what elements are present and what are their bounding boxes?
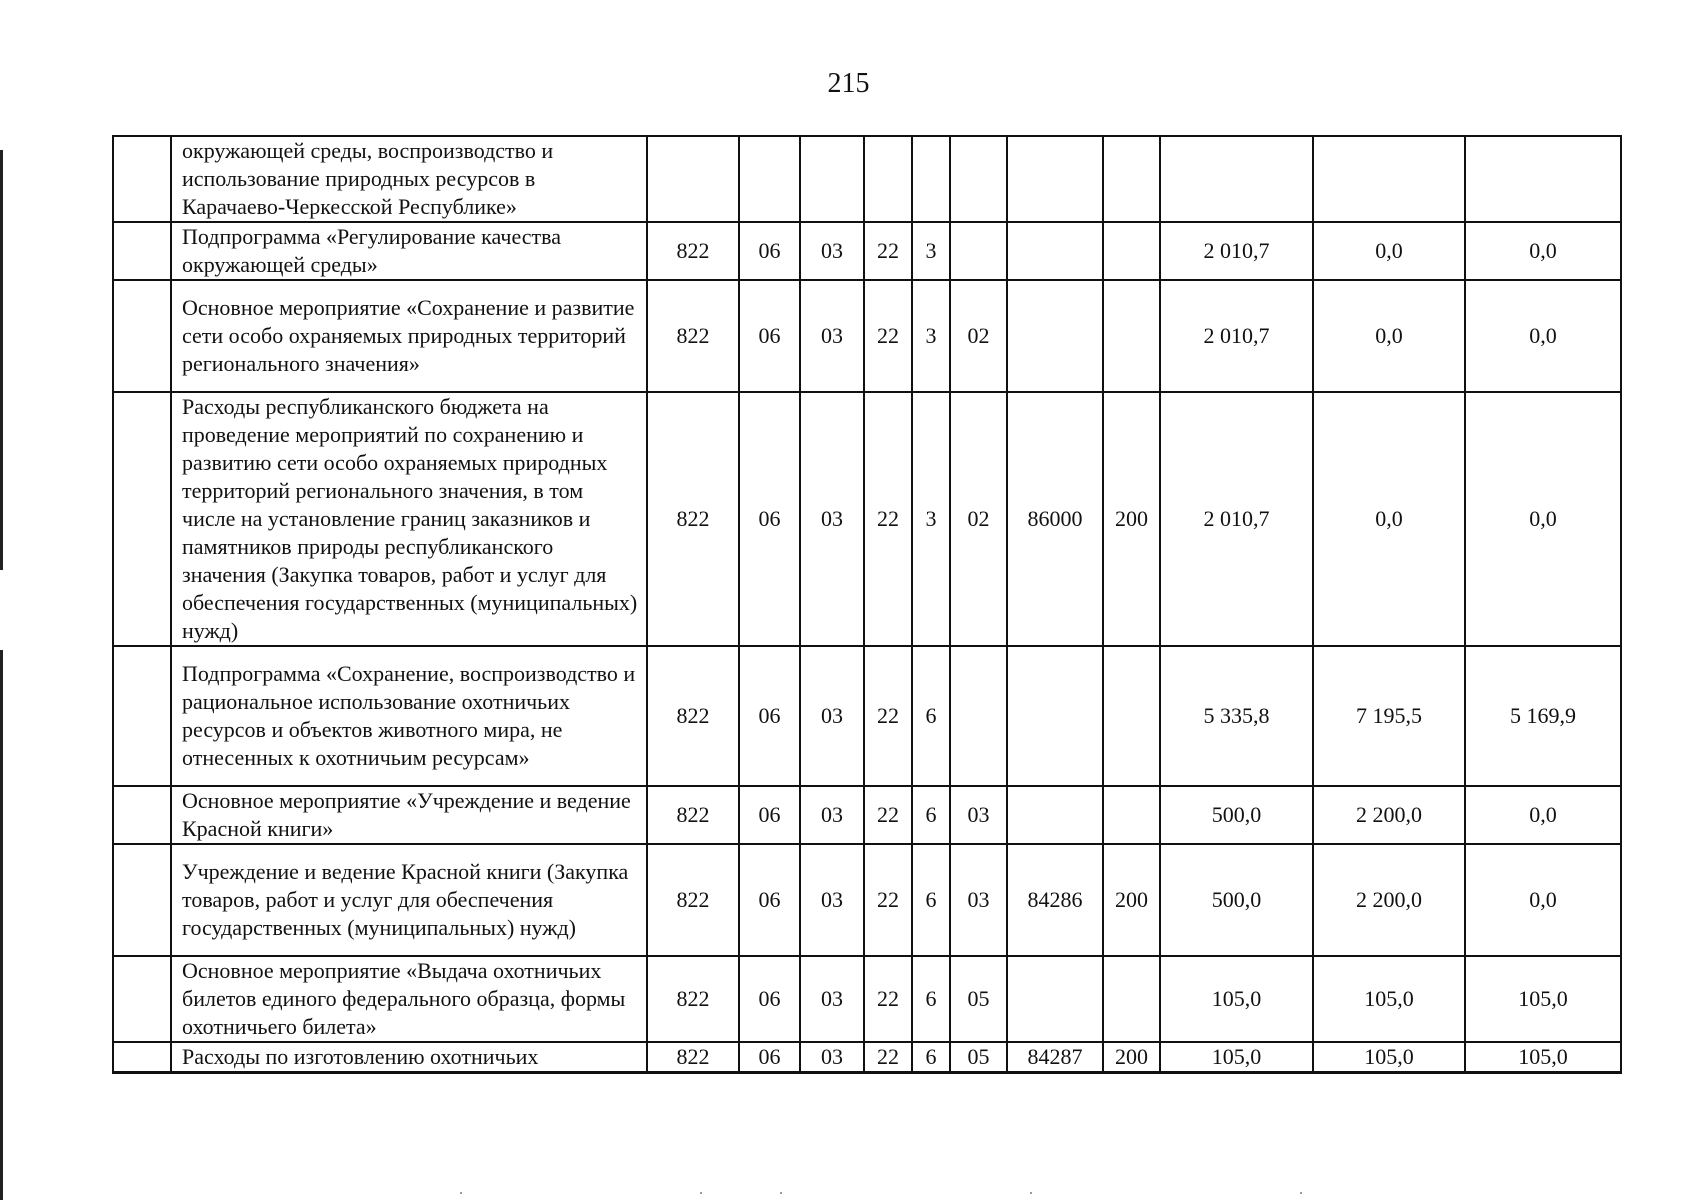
table-body — [113, 136, 1621, 1073]
cell-p3: 05 — [950, 1042, 1007, 1073]
cell-p4 — [1007, 786, 1103, 844]
table-row — [113, 646, 1621, 786]
cell-pr: 03 — [800, 646, 864, 786]
cell-vr: 200 — [1103, 1042, 1160, 1073]
cell-p3: 03 — [950, 844, 1007, 956]
cell-blank — [113, 646, 171, 786]
cell-p4: 84286 — [1007, 844, 1103, 956]
cell-vr — [1103, 646, 1160, 786]
budget-table — [112, 135, 1622, 1074]
cell-y1: 2 010,7 — [1160, 280, 1313, 392]
page-number: 215 — [827, 68, 870, 99]
cell-y1: 500,0 — [1160, 786, 1313, 844]
cell-ved: 822 — [647, 956, 739, 1042]
table-row — [113, 136, 1621, 222]
table-row — [113, 280, 1621, 392]
cell-y2: 2 200,0 — [1313, 844, 1465, 956]
cell-ved — [647, 136, 739, 222]
cell-rz: 06 — [739, 392, 800, 646]
cell-y3: 105,0 — [1465, 1042, 1621, 1073]
cell-p1: 22 — [864, 646, 912, 786]
cell-pr — [800, 136, 864, 222]
table-row — [113, 392, 1621, 646]
cell-blank — [113, 222, 171, 280]
cell-name: Подпрограмма «Регулирование качества окружающей среды» — [171, 222, 647, 280]
cell-blank — [113, 1042, 171, 1073]
cell-p3: 02 — [950, 280, 1007, 392]
cell-rz: 06 — [739, 956, 800, 1042]
cell-vr: 200 — [1103, 392, 1160, 646]
cell-p3: 02 — [950, 392, 1007, 646]
cell-p4 — [1007, 956, 1103, 1042]
cell-p2 — [912, 136, 950, 222]
cell-y2: 105,0 — [1313, 1042, 1465, 1073]
cell-ved: 822 — [647, 646, 739, 786]
cell-ved: 822 — [647, 280, 739, 392]
cell-rz: 06 — [739, 646, 800, 786]
cell-blank — [113, 786, 171, 844]
cell-vr — [1103, 786, 1160, 844]
cell-p2: 6 — [912, 786, 950, 844]
cell-vr — [1103, 136, 1160, 222]
cell-p1 — [864, 136, 912, 222]
cell-rz: 06 — [739, 280, 800, 392]
cell-y2: 0,0 — [1313, 392, 1465, 646]
cell-p3 — [950, 222, 1007, 280]
cell-p1: 22 — [864, 844, 912, 956]
cell-y3: 0,0 — [1465, 392, 1621, 646]
cell-name: Учреждение и ведение Красной книги (Закупка товаров, работ и услуг для обеспечения государственных (муниципальных) нужд) — [171, 844, 647, 956]
cell-p2: 3 — [912, 222, 950, 280]
table-row — [113, 844, 1621, 956]
cell-pr: 03 — [800, 844, 864, 956]
table-row — [113, 786, 1621, 844]
cell-p2: 3 — [912, 392, 950, 646]
cell-blank — [113, 844, 171, 956]
cell-y3: 105,0 — [1465, 956, 1621, 1042]
cell-blank — [113, 392, 171, 646]
cell-blank — [113, 956, 171, 1042]
cell-ved: 822 — [647, 1042, 739, 1073]
cell-y3: 0,0 — [1465, 222, 1621, 280]
cell-y1: 105,0 — [1160, 956, 1313, 1042]
cell-rz: 06 — [739, 844, 800, 956]
cell-y3 — [1465, 136, 1621, 222]
cell-y1: 105,0 — [1160, 1042, 1313, 1073]
cell-name: Подпрограмма «Сохранение, воспроизводство и рациональное использование охотничьих ресурсов и объектов животного мира, не отнесенных к охотничьим ресурсам» — [171, 646, 647, 786]
cell-p2: 6 — [912, 646, 950, 786]
cell-name: окружающей среды, воспроизводство и использование природных ресурсов в Карачаево-Черкесской Республике» — [171, 136, 647, 222]
cell-ved: 822 — [647, 222, 739, 280]
cell-p2: 6 — [912, 844, 950, 956]
cell-vr: 200 — [1103, 844, 1160, 956]
cell-name: Расходы по изготовлению охотничьих — [171, 1042, 647, 1073]
cell-y2: 0,0 — [1313, 280, 1465, 392]
cell-y3: 0,0 — [1465, 844, 1621, 956]
scan-edge-mark — [0, 650, 3, 1200]
cell-p1: 22 — [864, 1042, 912, 1073]
cell-rz: 06 — [739, 786, 800, 844]
cell-pr: 03 — [800, 786, 864, 844]
cell-vr — [1103, 222, 1160, 280]
cell-y2: 105,0 — [1313, 956, 1465, 1042]
cell-name: Основное мероприятие «Сохранение и развитие сети особо охраняемых природных территорий регионального значения» — [171, 280, 647, 392]
cell-p4 — [1007, 280, 1103, 392]
cell-p1: 22 — [864, 222, 912, 280]
cell-y2: 7 195,5 — [1313, 646, 1465, 786]
cell-ved: 822 — [647, 844, 739, 956]
cell-ved: 822 — [647, 392, 739, 646]
cell-p1: 22 — [864, 956, 912, 1042]
cell-p2: 6 — [912, 956, 950, 1042]
cell-y1: 500,0 — [1160, 844, 1313, 956]
cell-p3: 05 — [950, 956, 1007, 1042]
cell-pr: 03 — [800, 222, 864, 280]
table-row — [113, 222, 1621, 280]
cell-p2: 3 — [912, 280, 950, 392]
cell-p4 — [1007, 222, 1103, 280]
cell-name: Основное мероприятие «Учреждение и ведение Красной книги» — [171, 786, 647, 844]
table-row — [113, 1042, 1621, 1073]
cell-y1: 2 010,7 — [1160, 222, 1313, 280]
cell-y3: 5 169,9 — [1465, 646, 1621, 786]
cell-y1: 2 010,7 — [1160, 392, 1313, 646]
cell-ved: 822 — [647, 786, 739, 844]
cell-rz: 06 — [739, 222, 800, 280]
cell-name: Расходы республиканского бюджета на проведение мероприятий по сохранению и развитию сети особо охраняемых природных территорий регионального значения, в том числе на установление границ заказников и памятников природы республиканского значения (Закупка товаров, работ и услуг для обеспечения государственных (муниципальных) нужд) — [171, 392, 647, 646]
cell-p4: 86000 — [1007, 392, 1103, 646]
cell-p3 — [950, 136, 1007, 222]
scan-edge-mark — [0, 150, 3, 570]
cell-blank — [113, 136, 171, 222]
cell-blank — [113, 280, 171, 392]
cell-name: Основное мероприятие «Выдача охотничьих билетов единого федерального образца, формы охотничьего билета» — [171, 956, 647, 1042]
cell-y2: 2 200,0 — [1313, 786, 1465, 844]
cell-p2: 6 — [912, 1042, 950, 1073]
cell-p4: 84287 — [1007, 1042, 1103, 1073]
cell-rz: 06 — [739, 1042, 800, 1073]
cell-vr — [1103, 956, 1160, 1042]
cell-p3: 03 — [950, 786, 1007, 844]
cell-p4 — [1007, 136, 1103, 222]
scan-noise — [0, 1192, 1697, 1194]
cell-p1: 22 — [864, 280, 912, 392]
cell-pr: 03 — [800, 956, 864, 1042]
cell-p4 — [1007, 646, 1103, 786]
cell-p1: 22 — [864, 392, 912, 646]
cell-p3 — [950, 646, 1007, 786]
cell-pr: 03 — [800, 392, 864, 646]
cell-y1 — [1160, 136, 1313, 222]
cell-p1: 22 — [864, 786, 912, 844]
table-row — [113, 956, 1621, 1042]
cell-pr: 03 — [800, 280, 864, 392]
cell-rz — [739, 136, 800, 222]
cell-y3: 0,0 — [1465, 786, 1621, 844]
cell-pr: 03 — [800, 1042, 864, 1073]
cell-y2 — [1313, 136, 1465, 222]
cell-vr — [1103, 280, 1160, 392]
cell-y1: 5 335,8 — [1160, 646, 1313, 786]
cell-y3: 0,0 — [1465, 280, 1621, 392]
cell-y2: 0,0 — [1313, 222, 1465, 280]
